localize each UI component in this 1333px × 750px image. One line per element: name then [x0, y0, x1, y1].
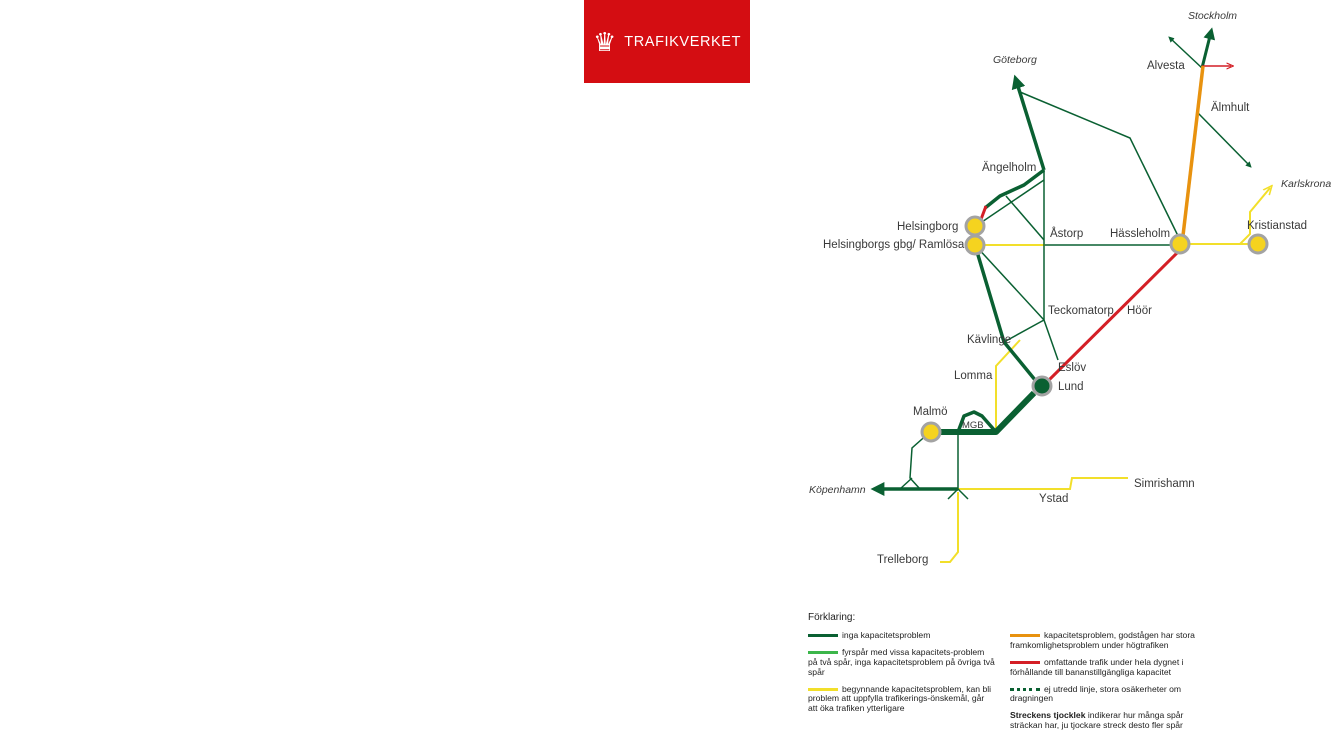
label-karlskrona: Karlskrona: [1281, 178, 1332, 190]
node-hassleholm: [1171, 235, 1189, 253]
node-kristianstad: [1249, 235, 1267, 253]
legend-item-text: begynnande kapacitetsproblem, kan bli problem att uppfylla trafikerings-önskemål, går att öka trafiken ytterligare: [808, 683, 992, 714]
label-almhult: Älmhult: [1211, 102, 1250, 114]
station-nodes: [922, 217, 1267, 441]
legend-item-text: ej utredd linje, stora osäkerheter om dragningen: [1010, 683, 1182, 704]
legend-item-text: fyrspår med vissa kapacitets-problem på två spår, inga kapacitetsproblem på övriga två spår: [808, 646, 995, 677]
line-teckomatorp-eslov: [1044, 320, 1058, 360]
label-eslov: Eslöv: [1058, 362, 1087, 374]
legend-note: [1010, 711, 1198, 731]
label-lomma: Lomma: [954, 370, 993, 382]
legend-item: [808, 648, 996, 678]
legend-swatch-yellow: [808, 688, 838, 691]
label-astorp: Åstorp: [1050, 228, 1084, 240]
node-ramlosa: [966, 236, 984, 254]
node-lund: [1033, 377, 1051, 395]
line-angelholm-helsingborg: [985, 170, 1044, 208]
legend-column-left: [808, 631, 996, 738]
line-angelholm-astorp-diag: [1006, 196, 1044, 240]
line-goteborg-angelholm: [1016, 80, 1044, 170]
line-stockholm: [1202, 32, 1211, 68]
node-helsingborg: [966, 217, 984, 235]
legend-swatch-red: [1010, 661, 1040, 664]
legend-title: Förklaring:: [808, 612, 856, 623]
legend-swatch-dotted: [1010, 688, 1040, 691]
label-simrishamn: Simrishamn: [1134, 478, 1195, 490]
legend-column-right: [1010, 631, 1198, 738]
line-ramlosa-lund: [975, 245, 1040, 386]
label-trelleborg: Trelleborg: [877, 554, 929, 566]
label-mgb: MGB: [962, 420, 984, 431]
legend-item: [1010, 631, 1198, 651]
crown-icon: ♛: [592, 26, 617, 57]
node-malmo: [922, 423, 940, 441]
line-astorp-helsingborg: [976, 180, 1044, 226]
line-almhult-karlskrona: [1198, 113, 1250, 166]
legend-swatch-light-green: [808, 651, 838, 654]
label-hassleholm: Hässleholm: [1110, 228, 1171, 240]
legend-swatch-dark-green: [808, 634, 838, 637]
label-angelholm: Ängelholm: [982, 162, 1037, 174]
label-hoor: Höör: [1127, 305, 1152, 317]
label-lund: Lund: [1058, 381, 1084, 393]
line-trelleborg: [940, 492, 958, 562]
legend-item-text: kapacitetsproblem, godstågen har stora framkomlighetsproblem under högtrafiken: [1010, 630, 1195, 650]
label-helsingborg: Helsingborg: [897, 221, 959, 233]
legend-item: [1010, 658, 1198, 678]
label-alvesta: Alvesta: [1147, 60, 1185, 72]
label-malmo: Malmö: [913, 406, 948, 418]
label-teckomatorp: Teckomatorp: [1048, 305, 1114, 317]
legend-item: [808, 685, 996, 715]
map-legend: [808, 612, 1208, 738]
line-ystad-simrishamn: [958, 478, 1128, 489]
logo-brand-text: TRAFIKVERKET: [624, 33, 742, 50]
legend-note-bold: Streckens tjocklek: [1010, 710, 1086, 721]
legend-note-text: indikerar hur många spår sträckan har, ju tjockare streck desto fler spår: [1010, 710, 1184, 731]
label-goteborg: Göteborg: [993, 54, 1037, 66]
label-kristianstad: Kristianstad: [1247, 220, 1308, 232]
label-kavlinge: Kävlinge: [967, 334, 1012, 346]
legend-item: [808, 631, 996, 641]
legend-swatch-orange: [1010, 634, 1040, 637]
legend-item-text: omfattande trafik under hela dygnet i förhållande till bananstillgängliga kapacitet: [1010, 656, 1184, 677]
label-ystad: Ystad: [1039, 493, 1069, 505]
legend-item: [1010, 685, 1198, 705]
label-kopenhamn: Köpenhamn: [809, 484, 866, 496]
label-stockholm: Stockholm: [1188, 10, 1238, 22]
label-ramlosa: Helsingborgs gbg/ Ramlösa: [823, 239, 965, 251]
red-lines: [980, 66, 1231, 383]
legend-item-text: inga kapacitetsproblem: [842, 630, 931, 640]
line-hassleholm-alvesta: [1182, 66, 1203, 244]
